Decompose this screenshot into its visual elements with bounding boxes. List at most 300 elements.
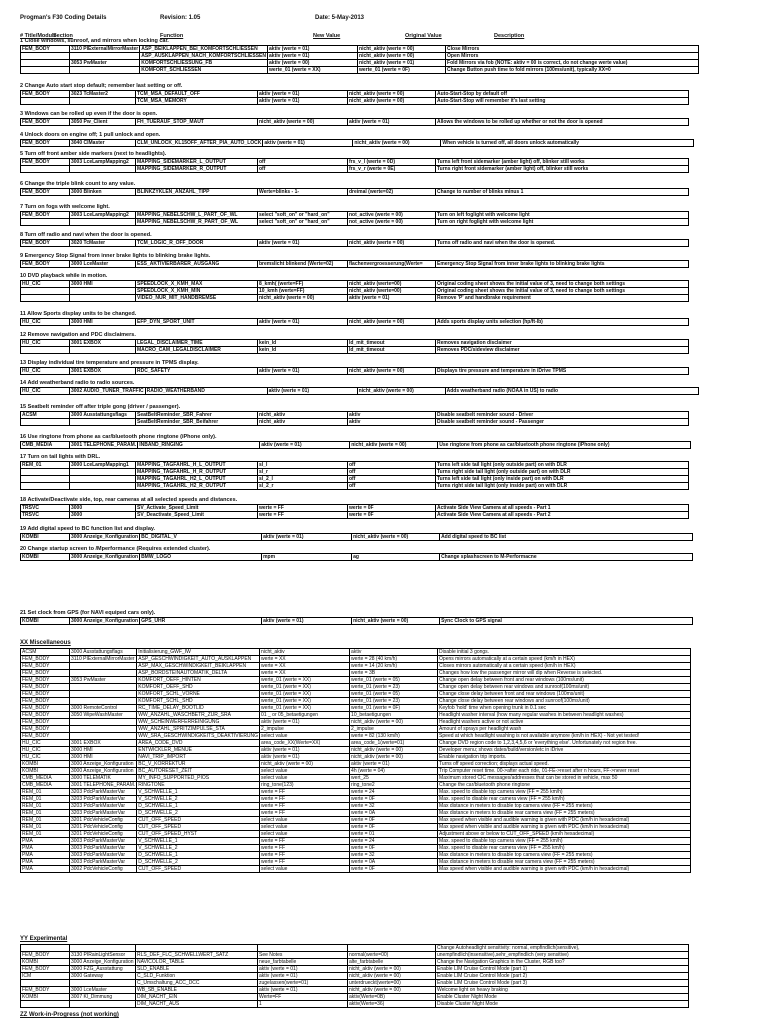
cell-description: Max. speed to disable top camera view (FF = 255 km/h): [438, 838, 691, 845]
cell-section: 3000 HMI: [70, 319, 136, 326]
cell-function: ENTWICKLER_MENUE: [137, 747, 260, 754]
table-row: [21, 469, 689, 476]
cell-section: [70, 67, 140, 74]
cell-section: 3000 Blinken: [70, 189, 136, 196]
cell-section: 3110 PIExternalMirrorMaster: [71, 46, 139, 52]
cell-original-value: ld_mit_timeout: [348, 340, 436, 347]
cell-section: 3003 LceLampMapping2: [70, 159, 136, 166]
cell-module: FEM_BODY: [21, 240, 70, 247]
cell-new-value: werte = FF: [260, 852, 350, 859]
cell-section: 3130 PIRainLightSensor: [70, 952, 136, 959]
section-title: 21 Set clock from GPS (for NAVI equiped cars only).: [20, 610, 156, 616]
cell-section: 3040 ClMaster: [70, 140, 136, 147]
cell-new-value: aktiv (werte = 01): [262, 618, 352, 625]
table-row: [21, 952, 689, 959]
table-row: [21, 740, 691, 747]
cell-module: TRSVC: [21, 512, 70, 519]
cell-section: 3003 PdcParkMasterVar: [70, 845, 137, 852]
cell-function: CUT_OFF_SPEED: [137, 824, 260, 831]
section-title: 18 Activate/Deactivate side, top, rear cameras at all selected speeds and distances.: [20, 497, 238, 503]
cell-original-value: werte = 01: [350, 831, 438, 838]
cell-original-value: off: [348, 476, 436, 483]
cell-module: KOMBI: [21, 959, 70, 966]
cell-function: MAPPING_SIDEMARKER_L_OUTPUT: [136, 159, 258, 166]
cell-module: [21, 60, 70, 67]
table-row: [21, 288, 689, 295]
cell-new-value: ring_tone(123): [260, 782, 350, 789]
cell-section: 3000: [70, 505, 136, 512]
col-original-value: Original Value: [405, 33, 442, 39]
cell-description: Speed at which headlight washing is not available anymore (km/h in HEX) - Not yet tested!: [438, 733, 691, 740]
cell-original-value: werte = 0F: [350, 796, 438, 803]
cell-module: FEM_BODY: [21, 952, 70, 959]
cell-module: FEM_BODY: [21, 189, 70, 196]
table-row: [21, 412, 689, 419]
cell-function: AREA_CODE_DVD: [137, 740, 260, 747]
cell-original-value: aktiv(Werte=36): [348, 1001, 436, 1008]
misc-heading: XX Miscellaneous: [20, 640, 71, 646]
cell-module: [21, 288, 70, 295]
cell-original-value: nicht_aktiv (werte=00): [348, 288, 436, 295]
table-row: [21, 803, 691, 810]
cell-module: FEM_BODY: [21, 733, 70, 740]
cell-function: D_SCHWELLE_2: [137, 859, 260, 866]
cell-function: CUT_OFF_SPEED_HYST: [137, 831, 260, 838]
cell-function: SPEEDLOCK_X_KMH_MIN: [136, 288, 258, 295]
cell-module: REM_01: [21, 803, 70, 810]
cell-section: 3000 Anzeige_Konfiguration: [71, 534, 139, 540]
coding-table: [20, 318, 689, 326]
cell-description: Change Button push time to fold mirrors (100ms/unit), typically XX=0: [446, 67, 699, 74]
cell-section: 3201 PdcVehicleConfig: [70, 817, 137, 824]
cell-section: 3053 PwMaster: [70, 60, 140, 67]
cell-function: TCM_MSA_MEMORY: [136, 98, 258, 105]
cell-function: V_SCHWELLE_2: [137, 845, 260, 852]
cell-description: Removes PDC/sideview disclaimer: [436, 347, 689, 354]
cell-module: [21, 98, 70, 105]
cell-original-value: nicht_aktiv (werte = 00): [350, 747, 438, 754]
cell-new-value: werte = FF: [260, 810, 350, 817]
cell-description: Max speed when visible and audible warning is given with PDC (km/h in hexadecimal): [438, 824, 691, 831]
cell-section: [70, 684, 137, 691]
cell-description: Turns right side tail light (only outside part) on with DLR: [436, 469, 689, 476]
cell-original-value: nicht_aktiv (werte = 00): [348, 240, 436, 247]
cell-section: 3000 LceLampMapping1: [70, 462, 136, 469]
cell-original-value: werte_01 (werte = 23): [350, 684, 438, 691]
cell-function: MAPPING_NEBELSCHW_R_PART_OF_WL: [136, 219, 258, 226]
cell-original-value: aktiv: [348, 412, 436, 419]
cell-section: [70, 945, 136, 952]
cell-description: Turns right side tail light (only inside part) on with DLR: [436, 483, 689, 490]
cell-original-value: nicht_aktiv (werte = 00): [358, 53, 446, 60]
cell-original-value: off: [348, 483, 436, 490]
cell-new-value: nicht_aktiv: [260, 649, 350, 656]
cell-section: 3003 LceLampMapping2: [70, 212, 136, 219]
table-row: [21, 462, 689, 469]
cell-new-value: aktiv (werte = 01): [268, 53, 358, 60]
cell-original-value: nicht_aktiv (werte = 00): [348, 98, 436, 105]
cell-module: KOMBI: [21, 768, 70, 775]
cell-function: ASP_BEIKLAPPEN_BEI_KOMFORTSCHLIESSEN: [140, 46, 268, 53]
cell-description: Disable seatbelt reminder sound - Driver: [436, 412, 689, 419]
cell-section: 3000 HMI: [70, 281, 136, 288]
cell-function: MY_INFO_SUPPORTED_PIOS: [137, 775, 260, 782]
cell-section: [70, 98, 136, 105]
table-row: [21, 698, 691, 705]
cell-function: D_SCHWELLE_1: [137, 803, 260, 810]
cell-new-value: area_code_XX(Werte=XX): [260, 740, 350, 747]
cell-original-value: nicht_aktiv (werte = 00): [348, 987, 436, 994]
cell-new-value: aktiv (werte = 01): [258, 368, 348, 375]
table-row: [21, 166, 689, 173]
cell-module: FEM_BODY: [21, 691, 70, 698]
cell-original-value: nicht_aktiv (werte = 00): [352, 534, 440, 541]
cell-module: FEM_BODY: [21, 140, 70, 147]
coding-table: [20, 211, 689, 226]
cell-section: [70, 726, 137, 733]
cell-new-value: 1: [258, 1001, 348, 1008]
cell-original-value: aktiv: [348, 419, 436, 426]
cell-module: REM_01: [21, 810, 70, 817]
cell-original-value: werte = 14 (20 km/h): [350, 663, 438, 670]
coding-table: [20, 260, 689, 268]
cell-original-value: werte_01 (werte = 0F): [350, 705, 438, 712]
table-row: [21, 388, 699, 395]
cell-function: LEGAL_DISCLAIMER_TIME: [136, 340, 258, 347]
table-row: [21, 189, 689, 196]
table-row: [21, 1001, 689, 1008]
cell-function: V_SCHWELLE_1: [137, 789, 260, 796]
cell-module: [21, 67, 70, 74]
cell-new-value: aktiv (werte = 01): [258, 973, 348, 980]
cell-function: RLS_DEF_FLC_SCHWELLWERT_SATZ: [136, 952, 258, 959]
table-row: [21, 476, 689, 483]
cell-new-value: aktiv (werte = 01): [258, 319, 348, 326]
cell-function: D_SCHWELLE_1: [137, 852, 260, 859]
cell-function: WW_ANZAHL_SPRITZIMPULSE_STA: [137, 726, 260, 733]
cell-new-value: werte = FF: [258, 505, 348, 512]
table-row: [21, 987, 689, 994]
cell-new-value: 2_impulse: [260, 726, 350, 733]
table-row: [21, 859, 691, 866]
coding-table: [20, 239, 689, 247]
cell-new-value: Werte=FF: [258, 994, 348, 1001]
section-title: 8 Turn off radio and navi when the door is opened.: [20, 232, 152, 238]
coding-table: [20, 280, 689, 302]
table-row: [21, 824, 691, 831]
cell-function: SV_Deactivate_Speed_Limit: [136, 512, 258, 519]
experimental-heading: YY Experimental: [20, 936, 68, 942]
col-function: Function: [160, 33, 184, 39]
cell-description: unempfindlich(insensitive),sehr_empfindlich (very sensitive): [436, 952, 689, 959]
cell-function: WW_SRA_GESCHWINDIGKEITS_DEAKTIVIERUNG: [138, 733, 259, 739]
cell-new-value: select value: [260, 775, 350, 782]
cell-function: CUT_OFF_SPEED: [137, 866, 260, 873]
cell-description: Adds weatherband radio (NOAA in US) to radio: [445, 388, 698, 395]
cell-description: Change to number of blinks minus 1: [436, 189, 689, 196]
cell-new-value: select "soft_on" or "hard_on": [258, 219, 348, 226]
cell-section: [70, 483, 136, 490]
cell-description: Max. speed to disable rear camera view (FF = 255 km/h): [438, 796, 691, 803]
col-new-value: New Value: [313, 33, 341, 39]
cell-original-value: [348, 945, 436, 952]
coding-table: [20, 411, 689, 426]
cell-module: PMA: [21, 852, 70, 859]
cell-description: Turns left front sidemarker (amber light) off, blinker still works: [436, 159, 689, 166]
cell-function: KOMFORT_SCHL_VORNE: [137, 691, 260, 698]
cell-original-value: werte = 24: [350, 838, 438, 845]
table-row: [21, 719, 691, 726]
cell-description: Disable seatbelt reminder sound - Passenger: [436, 419, 689, 426]
cell-section: [70, 980, 136, 987]
cell-module: FEM_BODY: [21, 719, 70, 726]
cell-new-value: aktiv (werte = 01): [260, 747, 350, 754]
cell-section: 3203 PdcParkMasterVar: [70, 803, 137, 810]
cell-description: Removes navigation disclaimer: [436, 340, 689, 347]
cell-module: FEM_BODY: [21, 91, 70, 98]
table-row: [21, 91, 689, 98]
cell-section: 3110 PIExternalMirrorMaster: [70, 656, 137, 663]
cell-new-value: off: [258, 166, 348, 173]
coding-table: [20, 648, 691, 873]
cell-new-value: bremslicht blinkend (Werte=02): [258, 261, 348, 268]
table-row: [21, 994, 689, 1001]
cell-description: Change close delay between rear windows and sunroof(100ms/unit): [438, 698, 691, 705]
cell-description: Change Autoheadlight sensitivity: normal, empfindlich(sensitive),: [436, 945, 689, 952]
cell-original-value: werte = 0A: [350, 810, 438, 817]
cell-original-value: nicht_aktiv (werte = 00): [348, 966, 436, 973]
table-row: [21, 140, 694, 147]
cell-new-value: werte_01 (werte = XX): [260, 677, 350, 684]
table-row: [21, 347, 689, 354]
cell-module: FEM_BODY: [21, 705, 70, 712]
cell-function: [136, 945, 258, 952]
table-row: [21, 219, 689, 226]
section-title: 5 Turn off front amber side markers (next to headlights).: [20, 151, 167, 157]
cell-module: KOMBI: [21, 994, 70, 1001]
cell-description: Allows the windows to be rolled up whether or not the door is opened: [436, 119, 689, 126]
cell-description: Turns left side tail light (only outside part) on with DLR: [436, 462, 689, 469]
cell-module: [21, 980, 70, 987]
cell-section: [70, 733, 137, 740]
cell-description: Turn on left foglight with welcome light: [436, 212, 689, 219]
cell-description: Trip Computer reset time. 00->after each ride, 01-FE->reset after n hours, FF->never reset: [438, 768, 691, 775]
table-row: [21, 159, 689, 166]
cell-section: 3003 PdcParkMasterVar: [70, 838, 137, 845]
cell-function: Initialisierung_GWF_IW: [137, 649, 260, 656]
cell-original-value: nicht_aktiv (werte = 01): [358, 60, 446, 67]
cell-description: Auto-Start-Stop by default off: [436, 91, 689, 98]
cell-description: Max distance in meters to disable top camera view (FF = 255 meters): [438, 803, 691, 810]
cell-new-value: off: [258, 159, 348, 166]
cell-new-value: nicht_aktiv (werte = 00): [260, 761, 350, 768]
cell-description: Add digital speed to BC list: [440, 534, 693, 541]
table-row: [21, 512, 689, 519]
cell-new-value: werte_01 (werte = XX): [260, 691, 350, 698]
col-description: Description: [494, 33, 525, 39]
cell-module: [21, 295, 70, 302]
cell-function: VIDEO_NUR_MIT_HANDBREMSE: [136, 295, 258, 302]
table-row: [21, 768, 691, 775]
table-row: [21, 618, 693, 625]
cell-original-value: werte = 0F: [350, 824, 438, 831]
cell-function: WW_ANZAHL_WASCHBETR_ZUR_SRA: [137, 712, 260, 719]
cell-description: Max distance in meters to disable top camera view (FF = 255 meters): [438, 852, 691, 859]
col-section: Section: [53, 33, 73, 39]
cell-module: FEM_BODY: [21, 46, 70, 53]
table-row: [21, 691, 691, 698]
cell-new-value: aktiv (werte = 01): [258, 98, 348, 105]
cell-module: REM_01: [21, 796, 70, 803]
cell-description: Enable LIM Cruise Control Mode (part 2): [436, 973, 689, 980]
table-row: [21, 60, 699, 67]
cell-module: PMA: [21, 838, 70, 845]
cell-description: Sync Clock to GPS signal: [440, 618, 693, 625]
section-title: 16 Use ringtone from phone as car/bluetooth phone ringtone (iPhone only).: [20, 434, 217, 440]
cell-section: [70, 166, 136, 173]
section-title: 3 Windows can be rolled up even if the door is open.: [20, 111, 158, 117]
cell-function: C_Umschaltung_ACC_DCC: [136, 980, 258, 987]
cell-function: GPS_UHR: [140, 618, 262, 625]
cell-module: FEM_BODY: [21, 261, 70, 268]
cell-new-value: aktiv (werte = 01): [268, 46, 358, 53]
cell-description: Original coding sheet shows the initial value of 3, need to change both settings: [436, 288, 689, 295]
cell-new-value: select value: [260, 768, 350, 775]
cell-section: 3007 Kl_Dimmung: [70, 994, 136, 1001]
cell-new-value: kein_ld: [258, 347, 348, 354]
cell-section: 3001 EXBOX: [70, 740, 137, 747]
cell-description: Disable Cluster Night Mode: [436, 1001, 689, 1008]
cell-section: 3002 AUDIO_TUNER_TRAFFIC: [71, 388, 144, 394]
cell-original-value: werte_01 (werte = 0F): [358, 67, 446, 74]
cell-module: FEM_BODY: [21, 677, 70, 684]
cell-section: 3000 Ausstattungsflags: [70, 412, 136, 419]
table-row: [21, 119, 689, 126]
cell-description: Change the car/bluetooth phone ringtone: [438, 782, 691, 789]
cell-module: [21, 347, 70, 354]
cell-original-value: off: [348, 462, 436, 469]
cell-module: FEM_BODY: [21, 119, 70, 126]
table-row: [21, 98, 689, 105]
cell-new-value: werte = FF: [260, 803, 350, 810]
table-row: [21, 649, 691, 656]
cell-new-value: werte = FF: [260, 796, 350, 803]
cell-function: WW_SCHEINWERFERREINIGUNG: [137, 719, 260, 726]
table-row: [21, 733, 691, 740]
cell-function: DIM_NACHT_EIN: [136, 994, 258, 1001]
cell-description: Open Mirrors: [446, 53, 699, 60]
cell-original-value: aktiv (werte = 01): [348, 295, 436, 302]
section-title: 13 Display individual tire temperature and pressure in TPMS display.: [20, 360, 199, 366]
cell-new-value: nicht_aktiv (werte = 00): [258, 295, 348, 302]
cell-original-value: unterdrueckt(werte=00): [348, 980, 436, 987]
coding-table: [20, 188, 689, 196]
cell-function: KOMFORT_SCHL_SHD: [137, 698, 260, 705]
cell-original-value: not_active (werte = 00): [348, 212, 436, 219]
cell-new-value: aktiv (werte = 01): [260, 442, 350, 449]
cell-module: CMB_MEDIA: [21, 442, 70, 449]
cell-description: Welcome light on heavy braking: [436, 987, 689, 994]
table-row: [21, 761, 691, 768]
cell-section: 3203 PdcParkMasterVar: [70, 789, 137, 796]
cell-section: 3000 RemoteControl: [70, 705, 137, 712]
cell-module: [21, 419, 70, 426]
cell-section: [70, 219, 136, 226]
cell-new-value: Werte=blinks - 1-: [258, 189, 348, 196]
coding-table: [20, 441, 691, 449]
cell-section: [70, 419, 136, 426]
cell-function: MAPPING_TAGAHRL_H2_R_OUTPUT: [136, 483, 258, 490]
cell-module: HU_CIC: [21, 740, 70, 747]
coding-table: [20, 944, 689, 1008]
cell-function: ASP_AUSKLAPPEN_NACH_KOMFORTSCHLIESSEN: [141, 53, 267, 59]
cell-function: D_SCHWELLE_2: [137, 810, 260, 817]
table-row: [21, 866, 691, 873]
cell-module: FEM_BODY: [21, 159, 70, 166]
cell-section: 3201 PdcVehicleConfig: [70, 824, 137, 831]
cell-original-value: nicht_aktiv (werte = 00): [348, 368, 436, 375]
cell-description: Max distance in meters to disable rear camera view (FF = 255 meters): [438, 859, 691, 866]
cell-original-value: flachenvergroesserung(Werte=: [348, 261, 436, 268]
cell-description: Change open delay between rear windows and sunroof(100ms/unit): [438, 684, 691, 691]
cell-new-value: sl_l: [258, 462, 348, 469]
section-title: 12 Remove navigation and PDC disclaimers.: [20, 332, 136, 338]
cell-function: SV_Activate_Speed_Limit: [136, 505, 258, 512]
cell-description: Disable initial 3 gongs.: [438, 649, 691, 656]
cell-function: MAPPING_NEBELSCHW_L_PART_OF_WL: [136, 212, 258, 219]
revision-label: Revision: 1.05: [160, 15, 201, 21]
cell-description: Headlight washers active or not active: [438, 719, 691, 726]
cell-section: [70, 476, 136, 483]
cell-original-value: nicht_aktiv (werte = 00): [348, 973, 436, 980]
cell-function: ASP_BORDSTEINAUTOMATIK_DELTA: [137, 670, 260, 677]
cell-new-value: nicht_aktiv (werte = 00): [258, 119, 348, 126]
cell-description: Change the Navigation Graphics in the Cluster, RGB too?: [436, 959, 689, 966]
cell-section: [70, 347, 136, 354]
cell-function: V_SCHWELLE_1: [137, 838, 260, 845]
section-title: 15 Seatbelt reminder off after triple gong (driver / passenger).: [20, 404, 181, 410]
cell-module: [21, 1001, 70, 1008]
cell-function: ASP_MAX_GESCHWINDIGKEIT_BEIKLAPPEN: [137, 663, 260, 670]
table-row: [21, 281, 689, 288]
cell-new-value: aktiv (werte = 01): [260, 754, 350, 761]
section-title: 20 Change startup screen to /Mperformance (Requires extended cluster).: [20, 546, 211, 552]
cell-new-value: werte_01 (werte = XX): [260, 705, 350, 712]
cell-original-value: werte = 0A: [350, 859, 438, 866]
cell-function: CLM_UNLOCK_KL15OFF_AFTER_PIA_AUTO_LOCK: [137, 140, 262, 146]
cell-function: BMW_LOGO: [140, 554, 262, 561]
cell-new-value: 10_kmh (werte=FF): [258, 288, 348, 295]
coding-table: [20, 387, 699, 395]
cell-section: [70, 288, 136, 295]
cell-description: Turns off radio and navi when the door is opened.: [436, 240, 689, 247]
cell-module: REM_01: [21, 831, 70, 838]
cell-function: RDC_SAFETY: [136, 368, 258, 375]
table-row: [21, 319, 689, 326]
cell-module: HU_CIC: [21, 281, 70, 288]
cell-module: [21, 166, 70, 173]
cell-function: BC_AUTORESET_ZEIT: [137, 768, 260, 775]
cell-module: FEM_BODY: [21, 684, 70, 691]
cell-original-value: frs_v_l (werte = 0D): [348, 159, 436, 166]
cell-section: [70, 469, 136, 476]
table-row: [21, 973, 689, 980]
cell-new-value: werte = XX: [260, 656, 350, 663]
cell-new-value: werte_01 (werte = XX): [268, 67, 358, 74]
cell-original-value: nicht_aktiv (werte=00): [348, 281, 436, 288]
cell-function: SeatBeltReminder_SBR_Beifahrer: [136, 419, 258, 426]
cell-module: [21, 945, 70, 952]
